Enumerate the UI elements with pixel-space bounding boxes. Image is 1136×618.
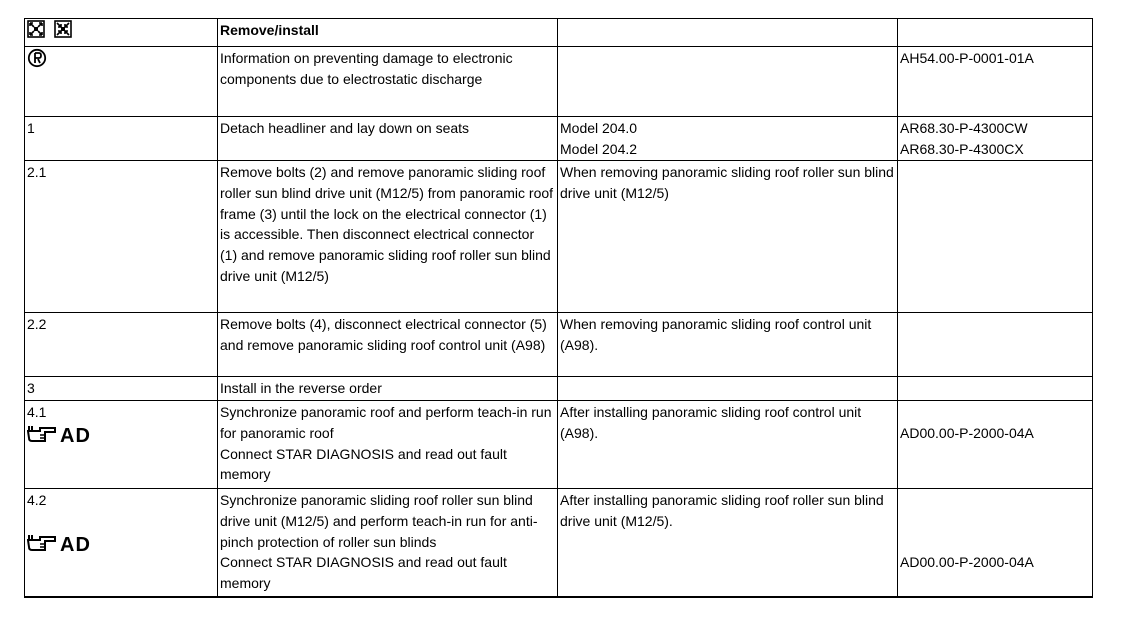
table-row bbox=[25, 489, 1093, 598]
description-text: Synchronize panoramic roof and perform teach-in run for panoramic roof bbox=[220, 404, 552, 441]
description-cell: Detach headliner and lay down on seats bbox=[218, 117, 558, 161]
pointing-hand-icon bbox=[27, 424, 57, 450]
table-row bbox=[25, 47, 1093, 117]
description-ad-text: Connect STAR DIAGNOSIS and read out fault memory bbox=[220, 445, 507, 483]
ad-label: AD bbox=[60, 534, 91, 557]
description-cell: Information on preventing damage to electronic components due to electrostatic discharge bbox=[218, 47, 558, 117]
step-cell bbox=[25, 47, 218, 117]
table-row bbox=[25, 377, 1093, 401]
spacer bbox=[900, 532, 1090, 553]
table-row bbox=[25, 161, 1093, 313]
reference-link[interactable]: AR68.30-P-4300CX bbox=[900, 140, 1024, 157]
install-icon bbox=[54, 20, 72, 44]
notes-cell: When removing panoramic sliding roof roller sun blind drive unit (M12/5) bbox=[558, 161, 898, 313]
step-number: 4.1 bbox=[27, 404, 47, 420]
notes-cell bbox=[558, 377, 898, 401]
header-empty-cell bbox=[558, 19, 898, 47]
reference-cell bbox=[898, 117, 1093, 161]
procedure-table bbox=[24, 18, 1093, 598]
reference-cell bbox=[898, 377, 1093, 401]
description-cell: Install in the reverse order bbox=[218, 377, 558, 401]
notes-cell: After installing panoramic sliding roof control unit (A98). bbox=[558, 401, 898, 489]
notes-cell bbox=[558, 47, 898, 117]
pointing-hand-icon bbox=[27, 533, 57, 559]
step-cell: 2.1 bbox=[25, 161, 218, 313]
spacer bbox=[900, 511, 1090, 532]
reference-link[interactable]: AD00.00-P-2000-04A bbox=[900, 554, 1034, 571]
spacer bbox=[900, 402, 1090, 423]
description-cell bbox=[218, 401, 558, 489]
header-title: Remove/install bbox=[218, 19, 558, 47]
header-icons-cell bbox=[25, 19, 218, 47]
reference-cell bbox=[898, 489, 1093, 598]
notes-cell: When removing panoramic sliding roof control unit (A98). bbox=[558, 313, 898, 377]
header-empty-cell bbox=[898, 19, 1093, 47]
step-number: 4.2 bbox=[27, 492, 47, 508]
spacer bbox=[900, 490, 1090, 511]
step-cell: 1 bbox=[25, 117, 218, 161]
description-text: Synchronize panoramic sliding roof roller sun blind drive unit (M12/5) and perform teach-in run for anti-pinch protection of roller sun blinds bbox=[220, 492, 538, 550]
ad-diagnosis-marker bbox=[27, 534, 91, 558]
ad-label: AD bbox=[60, 425, 91, 448]
spacer bbox=[27, 511, 215, 532]
step-cell: 2.2 bbox=[25, 313, 218, 377]
description-ad-text: Connect STAR DIAGNOSIS and read out fault memory bbox=[220, 554, 507, 592]
reference-cell bbox=[898, 313, 1093, 377]
description-cell: Remove bolts (2) and remove panoramic sliding roof roller sun blind drive unit (M12/5) from panoramic roof frame (3) until the lock on the electrical connector (1) is accessible. Then disconnect electrical connector (1) and remove panoramic sliding roof roller sun blind drive unit (M12/5) bbox=[218, 161, 558, 313]
notes-line: Model 204.0 bbox=[560, 120, 638, 136]
reference-cell bbox=[898, 401, 1093, 489]
step-cell bbox=[25, 401, 218, 489]
notes-cell: After installing panoramic sliding roof roller sun blind drive unit (M12/5). bbox=[558, 489, 898, 598]
reference-link[interactable]: AR68.30-P-4300CW bbox=[900, 120, 1028, 136]
ad-diagnosis-marker bbox=[27, 425, 91, 449]
reference-cell[interactable] bbox=[898, 47, 1093, 117]
notes-line: Model 204.2 bbox=[560, 140, 638, 157]
remove-install-icon bbox=[27, 20, 45, 44]
description-cell: Remove bolts (4), disconnect electrical connector (5) and remove panoramic sliding roof control unit (A98) bbox=[218, 313, 558, 377]
table-row bbox=[25, 117, 1093, 161]
step-cell: 3 bbox=[25, 377, 218, 401]
description-cell bbox=[218, 489, 558, 598]
table-header-row bbox=[25, 19, 1093, 47]
table-row bbox=[25, 401, 1093, 489]
reference-link[interactable]: AH54.00-P-0001-01A bbox=[900, 50, 1034, 66]
reference-cell bbox=[898, 161, 1093, 313]
notes-cell bbox=[558, 117, 898, 161]
esd-warning-icon bbox=[27, 48, 47, 74]
table-row bbox=[25, 313, 1093, 377]
reference-link[interactable]: AD00.00-P-2000-04A bbox=[900, 424, 1034, 441]
step-cell bbox=[25, 489, 218, 598]
